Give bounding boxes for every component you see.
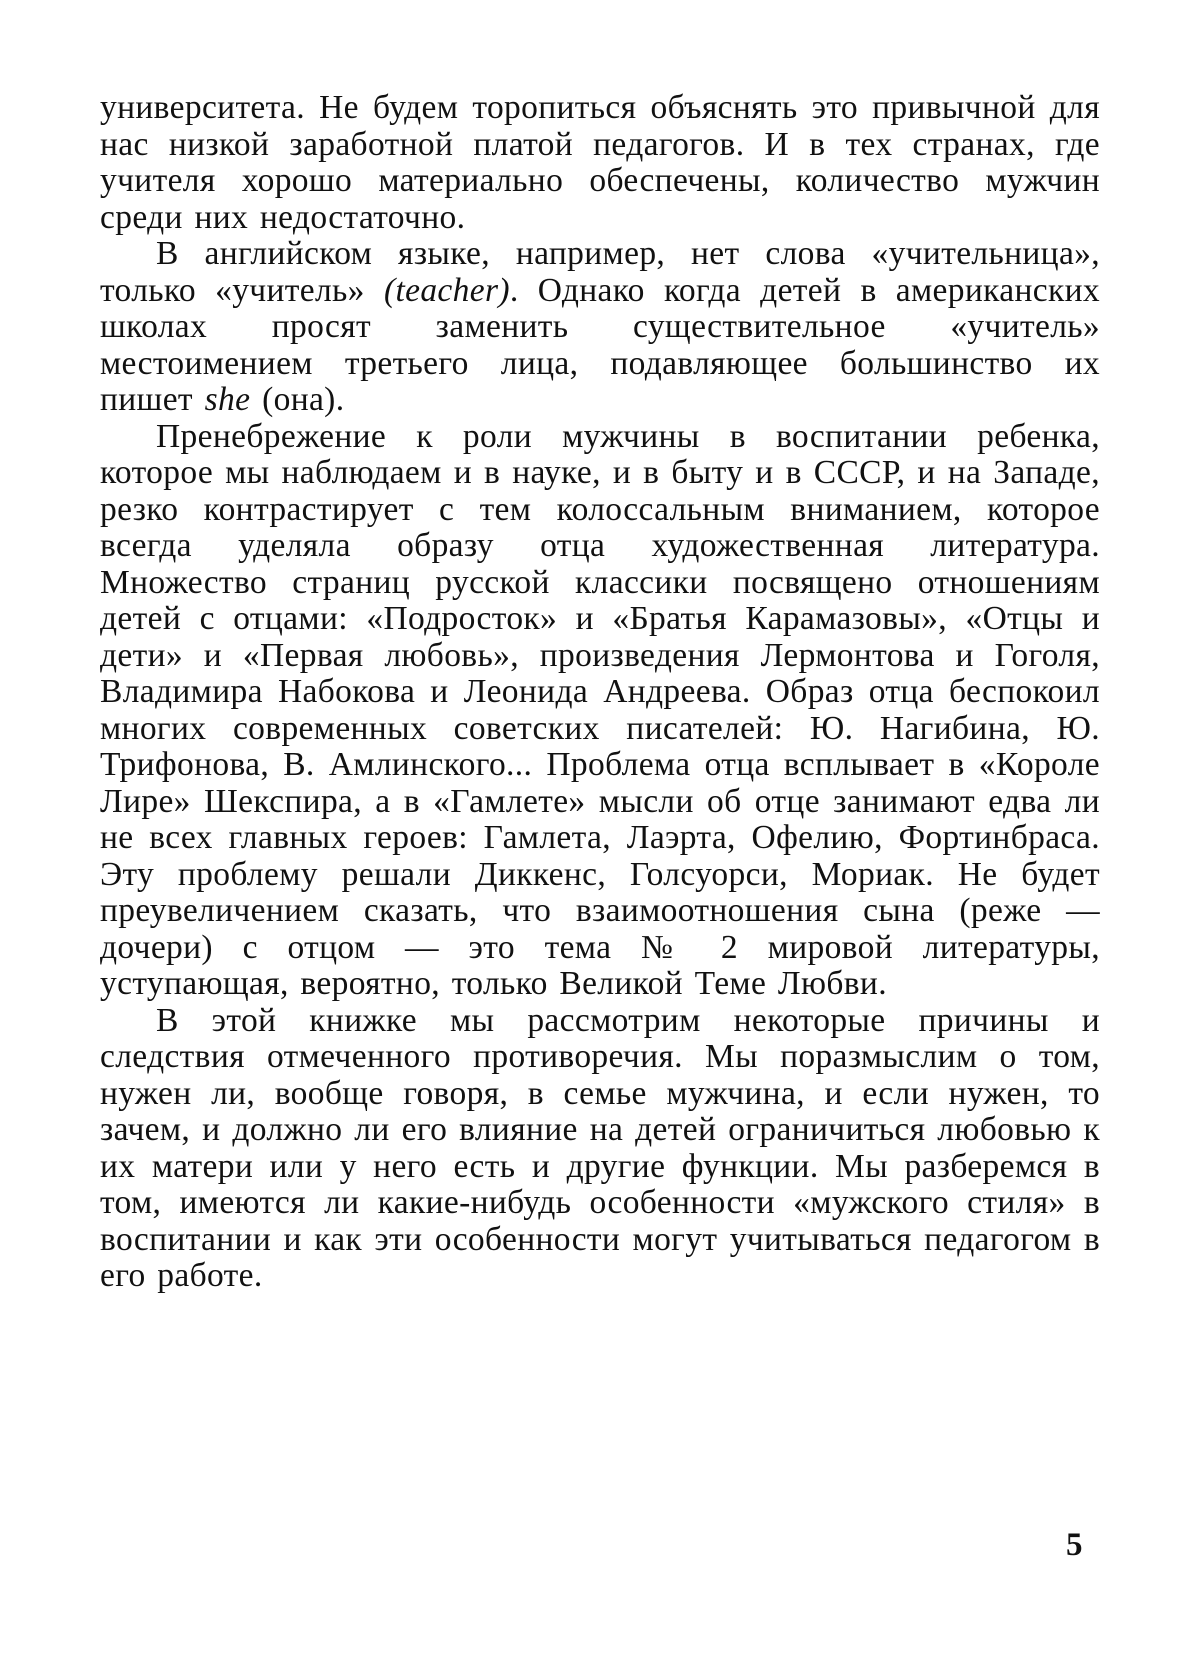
- paragraph-3: [100, 419, 1100, 1003]
- body-text: [100, 90, 1100, 1295]
- paragraph-4-text: В этой книжке мы рассмотрим некоторые причины и следствия отмеченного противоречия. Мы поразмыслим о том, нужен ли, вообще говоря, в семье мужчина, и если нужен, то зачем, и должно ли его влияние на детей ограничиться любовью к их матери или у него есть и другие функции. Мы разберемся в том, имеются ли какие-нибудь особенности «мужского стиля» в воспитании и как эти особенности могут учитываться педагогом в его работе.: [100, 1001, 1100, 1294]
- paragraph-2-text-a: В английском языке, например, нет слова «учительница», только «учитель»: [100, 235, 1100, 309]
- italic-word-she: she: [204, 381, 251, 418]
- italic-word-teacher: (teacher): [383, 271, 510, 309]
- page-number: 5: [1066, 1527, 1083, 1563]
- paragraph-1-text: университета. Не будем торопиться объяснять это привычной для нас низкой заработной платой педагогов. И в тех странах, где учителя хорошо материально обеспечены, количество мужчин среди них недостаточно.: [100, 89, 1100, 236]
- paragraph-3-text: Пренебрежение к роли мужчины в воспитании ребенка, которое мы наблюдаем и в науке, и в быту и в СССР, и на Западе, резко контрастирует с тем колоссальным вниманием, которое всегда уделяла образу отца художественная литература. Множество страниц русской классики посвящено отношениям детей с отцами: «Подросток» и «Братья Карамазовы», «Отцы и дети» и «Первая любовь», произведения Лермонтова и Гоголя, Владимира Набокова и Леонида Андреева. Образ отца беспокоил многих современных советских писателей: Ю. Нагибина, Ю. Трифонова, В. Амлинского... Проблема отца всплывает в «Короле Лире» Шекспира, а в «Гамлете» мысли об отце занимают едва ли не всех главных героев: Гамлета, Лаэрта, Офелию, Фортинбраса. Эту проблему решали Диккенс, Голсуорси, Мориак. Не будет преувеличением сказать, что взаимоотношения сына (реже — дочери) с отцом — это тема № 2 мировой литературы, уступающая, вероятно, только Великой Теме Любви.: [100, 417, 1100, 1002]
- paragraph-2-text-c: (она).: [250, 381, 345, 418]
- paragraph-1: [100, 90, 1100, 236]
- paragraph-4: [100, 1003, 1100, 1295]
- paragraph-2-text-b: . Однако когда детей в американских школах просят заменить существительное «учитель» местоимением третьего лица, подавляющее большинство их пишет: [100, 271, 1100, 418]
- paragraph-2: [100, 236, 1100, 419]
